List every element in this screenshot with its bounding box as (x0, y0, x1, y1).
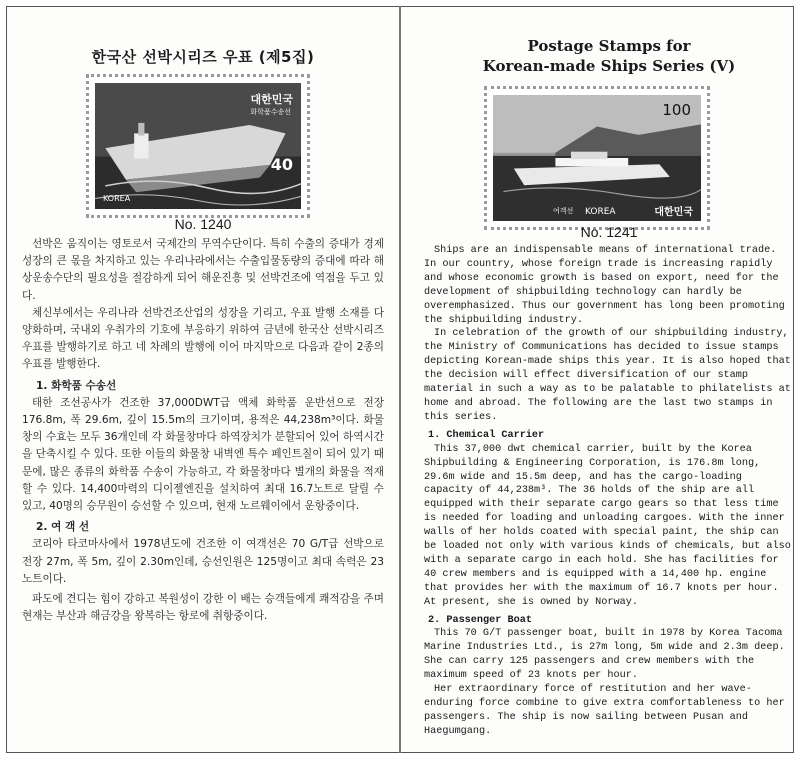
stamp-1241-ship-label: 여객선 (553, 207, 574, 215)
english-heading-2: 2. Passenger Boat (428, 614, 532, 626)
stamp-number-1240: No. 1240 (174, 216, 232, 232)
stamp-1240-image (95, 83, 301, 209)
english-intro-1: Ships are an indispensable means of international trade. In our country, whose foreign trade is increasing rapidly and whose economic growth is based on export, need for the development of shipbuilding technology can hardly be overemphasized. Thus our government has long been promoting the shipbuilding industry. (424, 245, 785, 326)
stamp-1241-country: 대한민국 (654, 207, 693, 218)
english-body (424, 244, 794, 739)
english-heading-1: 1. Chemical Carrier (428, 429, 545, 441)
korean-body (22, 236, 384, 625)
english-intro-2: In celebration of the growth of our shipbuilding industry, the Ministry of Communications has decided to issue stamps depicting Korean-made ships this year. It is also hoped that the decision will effect diversification of our stamp material in such a way as to be palatable to philatelists at home and abroad. The following are the last two stamps in this series. (424, 328, 791, 423)
korean-heading-1: 1. 화학품 수송선 (36, 379, 117, 392)
korean-intro-2: 체신부에서는 우리나라 선박건조산업의 성장을 기리고, 우표 발행 소재를 다양화하며, 국내외 우취가의 기호에 부응하기 위하여 금년에 한국산 선박시리즈 우표를 발행하기로 하고 네 차례의 발행에 이어 마지막으로 다음과 같이 2종의 우표를 발행한다. (22, 306, 384, 371)
korean-section-2-text2: 파도에 견디는 힘이 강하고 복원성이 강한 이 배는 승객들에게 쾌적감을 주며 현재는 부산과 해금강을 왕복하는 항로에 취항중이다. (22, 593, 384, 623)
korean-section-1-text: 태한 조선공사가 건조한 37,000DWT급 액체 화학품 운반선으로 전장 176.8m, 폭 29.6m, 깊이 15.5m의 크기이며, 용적은 44,238m³이다. 화물창의 수효는 모두 36개인데 각 화물창마다 하역장치가 분할되어 있어 하역시간을 단축시킬 수 있다. 또한 이들의 화물창 내벽엔 특수 페인트칠이 되어 있기 때문에, 많은 종류의 화학품 수송이 가능하고, 각 화물창마다 별개의 화물을 적재할 수 있다. 14,400마력의 디이젤엔진을 설치하여 최대 16.7노트로 달릴 수 있고, 40명의 승무원이 승선할 수 있으며, 현재 노르웨이에서 운항중이다. (22, 396, 384, 513)
english-section-2-text: This 70 G/T passenger boat, built in 1978 by Korea Tacoma Marine Industries Ltd., is 27m long, 5m wide and 2.3m deep. She can carry 125 passengers and crew members with the maximum speed of 23 knots per hour. (424, 628, 785, 682)
stamp-1240-ship-label: 화학품수송선 (250, 108, 291, 116)
english-section-2-text2: Her extraordinary force of restitution and her wave-enduring force combine to give extra comfortableness to her passengers. The ship is now sailing between Pusan and Haegumgang. (424, 684, 785, 737)
korean-column (22, 6, 384, 753)
stamp-1240-country: 대한민국 (250, 93, 293, 106)
english-section-1-text: This 37,000 dwt chemical carrier, built by the Korea Shipbuilding & Engineering Corporation, is 176.8m long, 29.6m wide and 15.5m deep, and has the cargo-loading capacity of 44,238m³. The 36 holds of the ship are all equipped with their separate cargo gears so that less time is needed for loading and unloading cargoes. With the inner walls of her holds coated with special paint, the ship can be loaded not only with various kinds of chemicals, but also with a separate cargo in each hold. She has facilities for 40 crew members and is equipped with a 14,400 hp. engine that provides her with the maximum of 16.7 knots per hour. At present, she is owned by Norway. (424, 443, 791, 608)
stamp-1240-value: 40 (270, 155, 293, 174)
korean-intro-1: 선박은 움직이는 영토로서 국제간의 무역수단이다. 특히 수출의 증대가 경제성장의 큰 몫을 차지하고 있는 우리나라에서는 수출입물동량의 증대에 따라 해상운송수단의 필요성을 절감하게 되어 해운진흥 및 선박건조에 역점을 두고 있다. (22, 238, 384, 302)
korean-heading-2: 2. 여 객 선 (36, 521, 90, 534)
english-column (424, 6, 794, 753)
center-fold (399, 6, 401, 753)
korean-section-2-text: 코리아 타코마사에서 1978년도에 건조한 이 여객선은 70 G/T급 선박으로 전장 27m, 폭 5m, 깊이 2.30m인데, 승선인원은 125명이고 최대 속력은 23노트이다. (22, 538, 384, 585)
stamp-number-1241: No. 1241 (580, 224, 638, 240)
korean-title: 한국산 선박시리즈 우표 (제5집) (91, 48, 315, 66)
english-title-line1: Postage Stamps for (527, 37, 691, 55)
stamp-1241 (484, 86, 710, 230)
stamp-1241-image (493, 95, 701, 221)
stamp-1240-korea-en: KOREA (103, 194, 131, 203)
stamp-1240 (86, 74, 310, 218)
english-title-line2: Korean-made Ships Series (V) (482, 57, 736, 75)
stamp-1241-value: 100 (662, 101, 691, 119)
stamp-1241-korea-en: KOREA (585, 207, 616, 217)
